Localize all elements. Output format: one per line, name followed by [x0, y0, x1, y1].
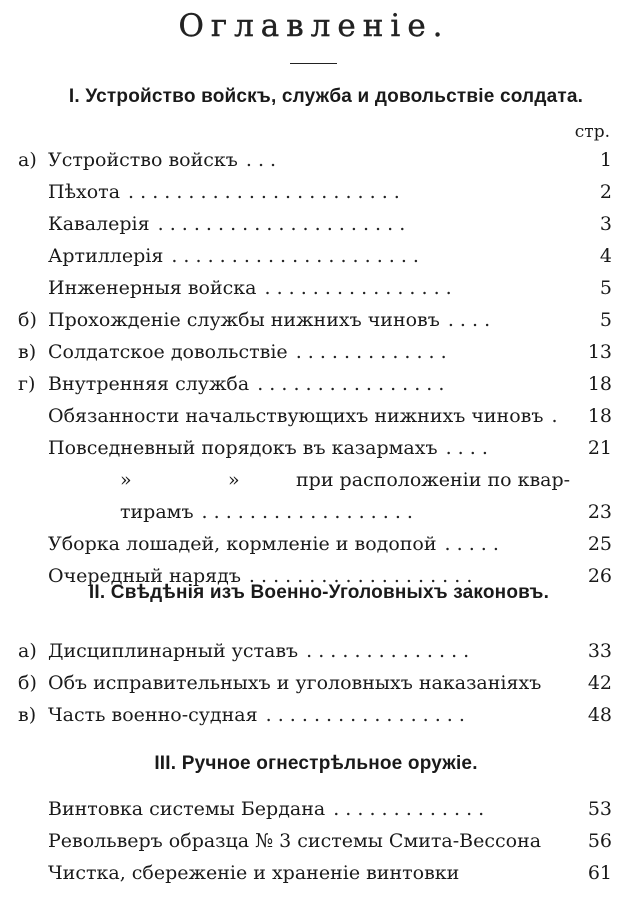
entry-leader-dots: . . . . . . . . . . . . .: [295, 341, 447, 363]
entry-label: Объ исправительныхъ и уголовныхъ наказаніяхъ: [48, 672, 542, 694]
entry-label: Повседневный порядокъ въ казармахъ: [48, 437, 438, 459]
toc-entry[interactable]: [0, 368, 628, 400]
entry-leader-dots: . . . . . . . . . . . . . . . . . . .: [248, 565, 473, 587]
entry-marker: в): [18, 704, 37, 726]
toc-entry[interactable]: [0, 699, 628, 731]
toc-entry[interactable]: [0, 304, 628, 336]
entry-marker: б): [18, 309, 37, 331]
entry-label: при расположеніи по квар-: [296, 469, 571, 491]
toc-entry[interactable]: [0, 400, 628, 432]
entry-label: Дисциплинарный уставъ: [48, 640, 299, 662]
entry-leader-dots: . . . . . . . . . . . . . . . .: [257, 373, 445, 395]
toc-entry[interactable]: [0, 635, 628, 667]
section-3-heading: III. Ручное огнестрѣльное оружіе.: [154, 753, 478, 774]
toc-entry[interactable]: [0, 208, 628, 240]
entry-label: Винтовка системы Бердана: [48, 798, 326, 820]
entry-label: Прохожденіе службы нижнихъ чиновъ: [48, 309, 440, 331]
entry-page-number: 18: [587, 405, 612, 427]
toc-entry[interactable]: [0, 432, 628, 464]
entry-leader-dots: . . . . . . . . . . . . . . . . . . . . .: [157, 213, 406, 235]
entry-label: Револьверъ образца № 3 системы Смита-Вессона: [48, 830, 542, 852]
entry-marker: г): [18, 373, 36, 395]
ditto-mark: »: [120, 469, 132, 491]
entry-label: Инженерныя войска: [48, 277, 257, 299]
entry-label: Устройство войскъ: [48, 149, 238, 171]
toc-entry[interactable]: [0, 144, 628, 176]
entry-leader-dots: . . . . .: [444, 533, 499, 555]
entry-label: тирамъ: [120, 501, 194, 523]
page-column-caption: стр.: [574, 122, 610, 142]
entry-label: Внутренняя служба: [48, 373, 250, 395]
entry-page-number: 3: [599, 213, 612, 235]
section-1-heading: I. Устройство войскъ, служба и довольствіе солдата.: [68, 86, 584, 107]
entry-label: Кавалерія: [48, 213, 150, 235]
entry-label: Пѣхота: [48, 181, 121, 203]
entry-leader-dots: .: [551, 405, 558, 427]
toc-entry[interactable]: [0, 857, 628, 889]
entry-leader-dots: . . . . . . . . . . . . . . . .: [264, 277, 452, 299]
entry-page-number: 33: [587, 640, 612, 662]
entry-page-number: 5: [599, 309, 612, 331]
entry-page-number: 4: [599, 245, 612, 267]
entry-leader-dots: . . . . . . . . . . . . . . . . . . . . . . .: [128, 181, 400, 203]
entry-leader-dots: . . . .: [445, 437, 488, 459]
toc-entry[interactable]: [0, 272, 628, 304]
toc-entry[interactable]: [0, 825, 628, 857]
toc-entry[interactable]: [0, 336, 628, 368]
entry-page-number: 25: [587, 533, 612, 555]
entry-leader-dots: . . . . . . . . . . . . . . . . . . . . .: [171, 245, 419, 267]
entry-page-number: 26: [587, 565, 612, 587]
entry-page-number: 61: [587, 862, 612, 884]
entry-leader-dots: . . . .: [447, 309, 491, 331]
entry-page-number: 5: [599, 277, 612, 299]
entry-page-number: 18: [587, 373, 612, 395]
entry-page-number: 2: [599, 181, 612, 203]
entry-page-number: 21: [587, 437, 612, 459]
entry-leader-dots: . . . . . . . . . . . . . . . . . .: [201, 501, 413, 523]
entry-leader-dots: . . . . . . . . . . . . . . . . .: [265, 704, 465, 726]
entry-page-number: 48: [587, 704, 612, 726]
entry-page-number: 13: [587, 341, 612, 363]
entry-label: Артиллерія: [48, 245, 164, 267]
entry-leader-dots: . . . . . . . . . . . . .: [333, 798, 485, 820]
toc-entry[interactable]: [0, 176, 628, 208]
entry-marker: а): [18, 149, 37, 171]
entry-page-number: 56: [587, 830, 612, 852]
page-title: Оглавленіе.: [178, 8, 450, 44]
toc-entry[interactable]: [0, 496, 628, 528]
entry-label: Солдатское довольствіе: [48, 341, 288, 363]
entry-page-number: 42: [587, 672, 612, 694]
entry-page-number: 1: [599, 149, 612, 171]
entry-page-number: 53: [587, 798, 612, 820]
entry-marker: б): [18, 672, 37, 694]
toc-entry[interactable]: [0, 240, 628, 272]
title-rule: [290, 63, 337, 64]
entry-label: Уборка лошадей, кормленіе и водопой: [48, 533, 437, 555]
entry-label: Чистка, сбереженіе и храненіе винтовки: [48, 862, 460, 884]
entry-leader-dots: . . .: [245, 149, 277, 171]
toc-entry[interactable]: [0, 793, 628, 825]
ditto-mark: »: [228, 469, 240, 491]
toc-entry[interactable]: [0, 528, 628, 560]
entry-marker: а): [18, 640, 37, 662]
entry-leader-dots: . . . . . . . . . . . . . .: [306, 640, 470, 662]
section-2-heading: II. Свѣдѣнія изъ Военно-Уголовныхъ законовъ.: [88, 582, 550, 603]
toc-entry-continued[interactable]: [0, 464, 628, 496]
entry-marker: в): [18, 341, 37, 363]
entry-label: Обязанности начальствующихъ нижнихъ чиновъ: [48, 405, 544, 427]
toc-entry[interactable]: [0, 667, 628, 699]
entry-label: Часть военно-судная: [48, 704, 258, 726]
entry-page-number: 23: [587, 501, 612, 523]
entry-label: Очередный нарядъ: [48, 565, 241, 587]
